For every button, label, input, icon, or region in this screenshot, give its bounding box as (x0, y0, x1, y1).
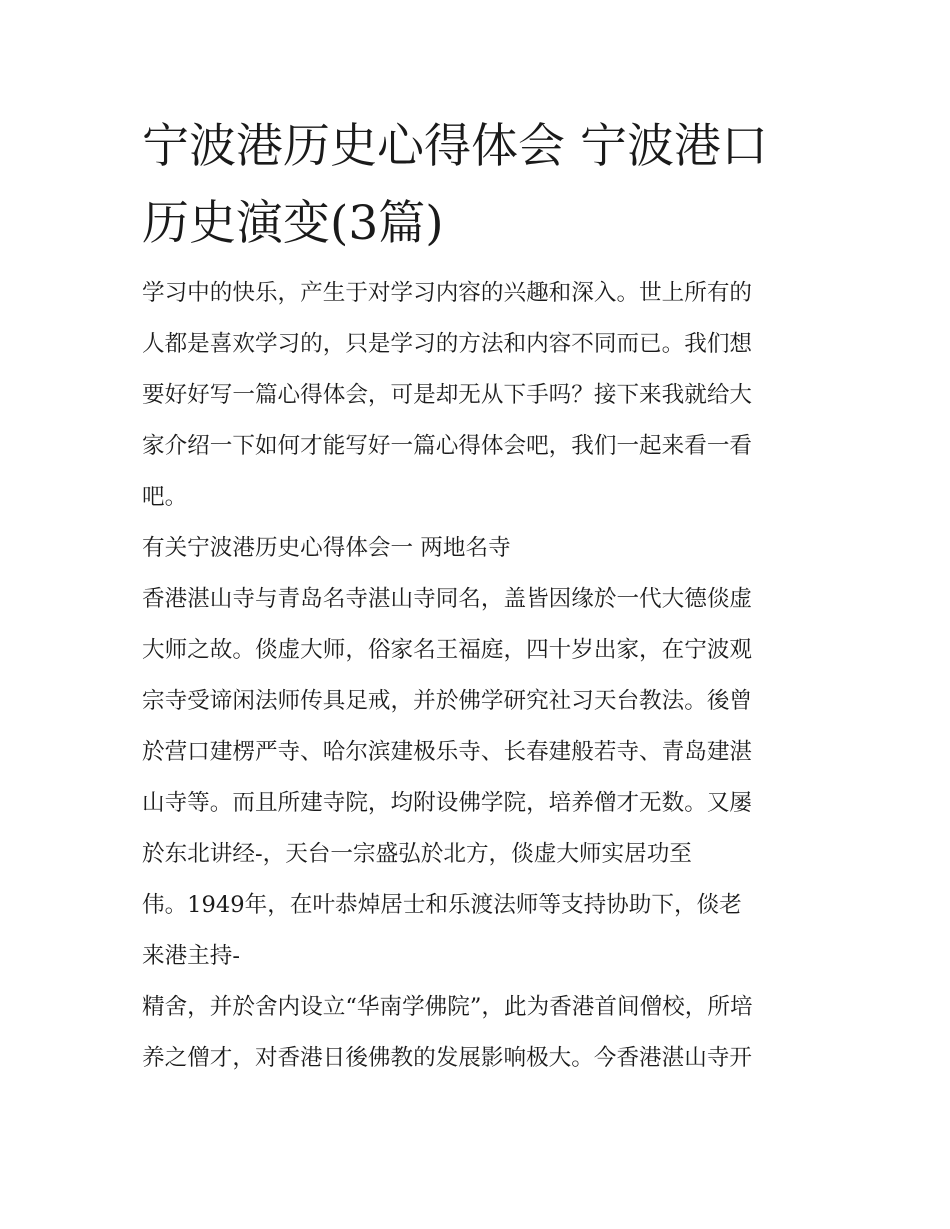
body-line: 精舍，并於舍内设立“华南学佛院”，此为香港首间僧校，所培 (142, 994, 753, 1020)
body-line: 宗寺受谛闲法师传具足戒，并於佛学研究社习天台教法。後曾 (142, 688, 753, 714)
body-line: 来港主持- (142, 943, 241, 969)
body-line: 伟。1949年，在叶恭焯居士和乐渡法师等支持协助下，倓老 (142, 892, 742, 918)
document-content (142, 108, 818, 1084)
body-line: 香港湛山寺与青岛名寺湛山寺同名，盖皆因缘於一代大德倓虚 (142, 586, 753, 612)
intro-line: 人都是喜欢学习的，只是学习的方法和内容不同而已。我们想 (142, 331, 753, 357)
intro-paragraph (142, 268, 818, 523)
section-heading-block (142, 523, 818, 574)
section-heading: 有关宁波港历史心得体会一 两地名寺 (142, 535, 511, 561)
body-line: 养之僧才，对香港日後佛教的发展影响极大。今香港湛山寺开 (142, 1045, 753, 1071)
body-line: 山寺等。而且所建寺院，均附设佛学院，培养僧才无数。又屡 (142, 790, 753, 816)
title-line-2: 历史演变(3篇) (142, 196, 444, 251)
intro-line: 学习中的快乐，产生于对学习内容的兴趣和深入。世上所有的 (142, 280, 753, 306)
intro-line: 家介绍一下如何才能写好一篇心得体会吧，我们一起来看一看 (142, 433, 753, 459)
body-line: 於营口建楞严寺、哈尔滨建极乐寺、长春建般若寺、青岛建湛 (142, 739, 753, 765)
body-line: 於东北讲经-，天台一宗盛弘於北方，倓虚大师实居功至 (142, 841, 692, 867)
title-line-1: 宁波港历史心得体会 宁波港口 (142, 119, 768, 174)
document-title (142, 108, 818, 262)
intro-line: 要好好写一篇心得体会，可是却无从下手吗？接下来我就给大 (142, 382, 753, 408)
intro-line: 吧。 (142, 484, 188, 510)
body-line: 大师之故。倓虚大师，俗家名王福庭，四十岁出家，在宁波观 (142, 637, 753, 663)
body-paragraph (142, 574, 818, 1084)
